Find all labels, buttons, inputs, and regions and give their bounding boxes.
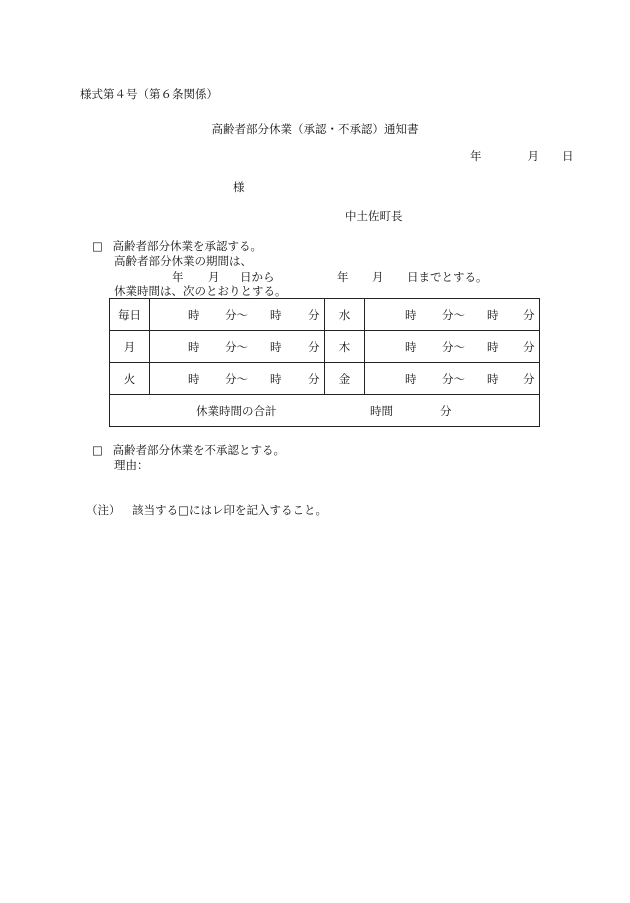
date-day: 日	[562, 149, 574, 163]
hours-table	[109, 298, 540, 427]
document-title: 高齢者部分休業（承認・不承認）通知書	[211, 122, 419, 136]
date-line	[470, 149, 574, 163]
approve-text: 高齢者部分休業を承認する。	[112, 239, 263, 253]
day-cell: 月	[110, 331, 150, 363]
time-cell[interactable]: 時 分～ 時 分	[150, 363, 325, 395]
period-label: 高齢者部分休業の期間は、	[114, 254, 252, 268]
period-from-day: 日から	[240, 270, 275, 284]
day-cell: 水	[325, 299, 365, 331]
time-cell[interactable]: 時 分～ 時 分	[150, 331, 325, 363]
addressee-suffix: 様	[233, 180, 245, 194]
period-to-year: 年	[337, 270, 349, 284]
note-label: （注）	[86, 503, 121, 517]
disapprove-checkbox[interactable]: □	[92, 443, 103, 457]
approve-line	[92, 239, 262, 253]
hours-label: 休業時間は、次のとおりとする。	[114, 284, 287, 298]
time-cell[interactable]: 時 分～ 時 分	[365, 363, 540, 395]
day-cell: 金	[325, 363, 365, 395]
table-row	[110, 363, 540, 395]
note-text: 該当する□にはレ印を記入すること。	[132, 503, 328, 517]
date-month: 月	[527, 149, 539, 163]
disapprove-line	[92, 443, 285, 457]
reason-label: 理由：	[114, 458, 149, 472]
table-row	[110, 331, 540, 363]
period-to-month: 月	[372, 270, 384, 284]
total-cell[interactable]	[110, 395, 540, 427]
form-number: 様式第４号（第６条関係）	[80, 87, 218, 101]
time-cell[interactable]: 時 分～ 時 分	[365, 299, 540, 331]
issuer: 中土佐町長	[345, 209, 403, 223]
approve-checkbox[interactable]: □	[92, 239, 103, 253]
table-row	[110, 299, 540, 331]
date-year: 年	[470, 149, 482, 163]
period-from-month: 月	[208, 270, 220, 284]
time-cell[interactable]: 時 分～ 時 分	[365, 331, 540, 363]
total-hours: 時間	[370, 403, 393, 418]
total-label: 休業時間の合計	[196, 403, 277, 418]
disapprove-text: 高齢者部分休業を不承認とする。	[112, 443, 286, 457]
time-cell[interactable]: 時 分～ 時 分	[150, 299, 325, 331]
period-to-day: 日までとする。	[407, 270, 488, 284]
period-from-year: 年	[172, 270, 184, 284]
day-cell: 火	[110, 363, 150, 395]
total-minutes: 分	[440, 403, 452, 418]
table-row-total	[110, 395, 540, 427]
day-cell: 木	[325, 331, 365, 363]
day-cell: 毎日	[110, 299, 150, 331]
note-line	[86, 503, 327, 517]
